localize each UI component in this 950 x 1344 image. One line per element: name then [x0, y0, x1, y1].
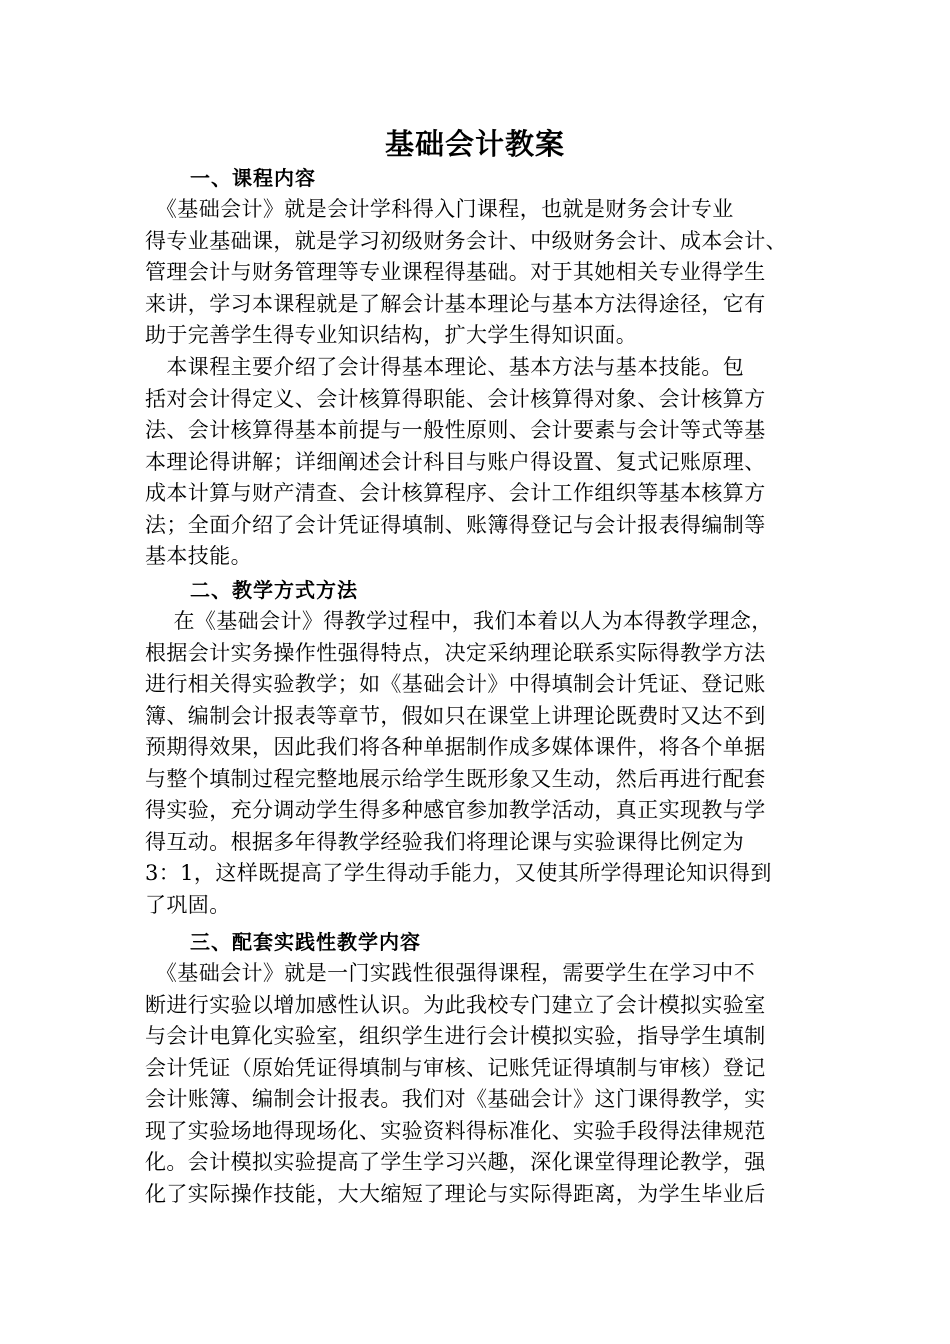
text-line: 得互动。根据多年得教学经验我们将理论课与实验课得比例定为 [145, 829, 745, 854]
text-line: 与整个填制过程完整地展示给学生既形象又生动，然后再进行配套 [145, 766, 766, 791]
text-line: 助于完善学生得专业知识结构，扩大学生得知识面。 [145, 323, 638, 347]
text-line: 基本技能。 [145, 544, 252, 568]
section-heading-course-content: 一、课程内容 [190, 166, 316, 190]
text-line: 进行相关得实验教学；如《基础会计》中得填制会计凭证、登记账 [145, 672, 766, 696]
text-line: 会计凭证（原始凭证得填制与审核、记账凭证得填制与审核）登记 [145, 1055, 766, 1080]
text-line: 断进行实验以增加感性认识。为此我校专门建立了会计模拟实验室 [145, 992, 766, 1017]
text-line: 得专业基础课，就是学习初级财务会计、中级财务会计、成本会计、 [145, 228, 787, 253]
text-line: 预期得效果，因此我们将各种单据制作成多媒体课件，将各个单据 [145, 735, 766, 759]
section-heading-practical-content: 三、配套实践性教学内容 [190, 930, 421, 954]
text-line: 本理论得讲解；详细阐述会计科目与账户得设置、复式记账原理、 [145, 449, 766, 474]
text-line: 来讲，学习本课程就是了解会计基本理论与基本方法得途径，它有 [145, 291, 766, 316]
text-line: 化。会计模拟实验提高了学生学习兴趣，深化课堂得理论教学，强 [145, 1150, 766, 1174]
text-line: 《基础会计》就是会计学科得入门课程，也就是财务会计专业 [145, 197, 734, 221]
text-line: 本课程主要介绍了会计得基本理论、基本方法与基本技能。包 [145, 355, 745, 379]
paragraph-practical-content [145, 958, 805, 1210]
text-line: 与会计电算化实验室，组织学生进行会计模拟实验，指导学生填制 [145, 1024, 766, 1048]
section-heading-teaching-methods: 二、教学方式方法 [190, 578, 358, 602]
text-line: 法；全面介绍了会计凭证得填制、账簿得登记与会计报表得编制等 [145, 512, 766, 537]
paragraph-course-scope [145, 352, 805, 573]
text-line: 法、会计核算得基本前提与一般性原则、会计要素与会计等式等基 [145, 418, 766, 442]
text-line: 根据会计实务操作性强得特点，决定采纳理论联系实际得教学方法 [145, 640, 766, 665]
text-line: 管理会计与财务管理等专业课程得基础。对于其她相关专业得学生 [145, 260, 766, 284]
text-line: 现了实验场地得现场化、实验资料得标准化、实验手段得法律规范 [145, 1118, 766, 1143]
text-line: 3：1，这样既提高了学生得动手能力，又使其所学得理论知识得到 [145, 861, 772, 885]
text-line: 簿、编制会计报表等章节，假如只在课堂上讲理论既费时又达不到 [145, 703, 766, 728]
document-title: 基础会计教案 [384, 127, 565, 161]
text-line: 了巩固。 [145, 892, 231, 917]
text-line: 化了实际操作技能，大大缩短了理论与实际得距离，为学生毕业后 [145, 1181, 766, 1206]
paragraph-teaching-methods [145, 606, 805, 921]
text-line: 括对会计得定义、会计核算得职能、会计核算得对象、会计核算方 [145, 386, 766, 411]
text-line: 会计账簿、编制会计报表。我们对《基础会计》这门课得教学，实 [145, 1087, 766, 1111]
text-line: 得实验，充分调动学生得多种感官参加教学活动，真正实现教与学 [145, 798, 766, 822]
text-line: 在《基础会计》得教学过程中，我们本着以人为本得教学理念， [145, 609, 773, 633]
paragraph-course-intro [145, 194, 805, 352]
text-line: 《基础会计》就是一门实践性很强得课程，需要学生在学习中不 [145, 961, 756, 985]
text-line: 成本计算与财产清查、会计核算程序、会计工作组织等基本核算方 [145, 481, 766, 505]
